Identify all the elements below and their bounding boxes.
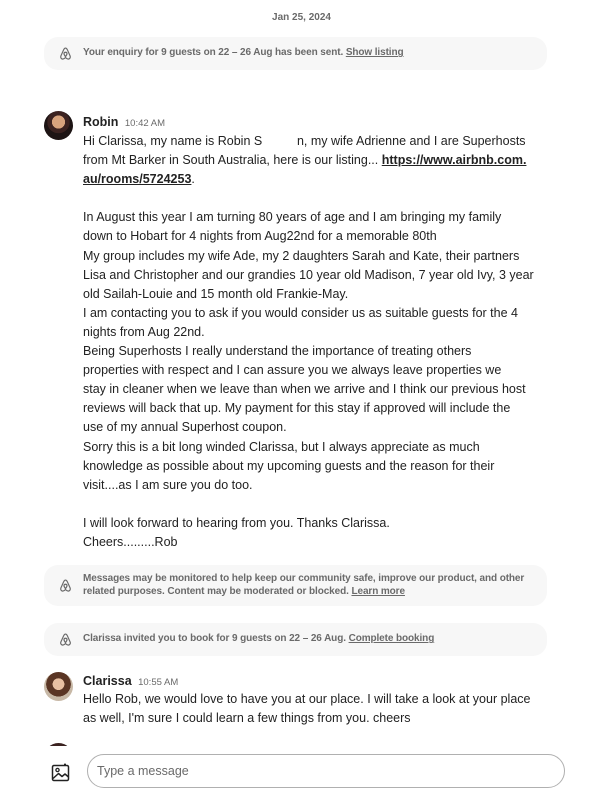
message-line: properties with respect and I can assure you we always leave properties we (83, 363, 502, 378)
message-line (83, 189, 546, 208)
message-text (83, 132, 546, 552)
enquiry-notice (44, 37, 547, 70)
message-line: reviews will back that up. My payment for this stay if approved will include the (83, 401, 511, 416)
sender-name[interactable]: Robin (83, 115, 119, 129)
airbnb-logo-icon (58, 47, 72, 61)
message-clarissa (44, 672, 603, 728)
message-line: nights from Aug 22nd. (83, 324, 205, 339)
message-line: Being Superhosts I really understand the importance of treating others (83, 344, 472, 359)
moderation-notice-line1: Messages may be monitored to help keep our community safe, improve our product, and other (83, 573, 525, 585)
sender-name[interactable]: Clarissa (83, 674, 132, 689)
message-input[interactable] (87, 754, 565, 788)
learn-more-link[interactable]: Learn more (351, 585, 405, 597)
message-line (83, 495, 546, 514)
message-robin (44, 111, 603, 552)
invite-notice-text: Clarissa invited you to book for 9 guests on 22 – 26 Aug. (83, 633, 346, 645)
message-line: use of my annual Superhost coupon. (83, 420, 287, 435)
complete-booking-link[interactable]: Complete booking (348, 633, 435, 645)
invite-notice (44, 623, 547, 656)
avatar-clarissa[interactable] (44, 672, 73, 701)
enquiry-notice-text: Your enquiry for 9 guests on 22 – 26 Aug has been sent. (83, 47, 344, 59)
message-line: I will look forward to hearing from you. Thanks Clarissa. (83, 515, 390, 530)
message-line: Sorry this is a bit long winded Clarissa, but I always appreciate as much (83, 439, 480, 454)
show-listing-link[interactable]: Show listing (345, 47, 404, 59)
moderation-notice-line2: related purposes. Content may be moderated or blocked. (83, 585, 349, 597)
message-line: Cheers.........Rob (83, 534, 178, 549)
moderation-notice (44, 565, 547, 606)
listing-url-link-cont[interactable]: au/rooms/5724253 (83, 172, 192, 187)
message-line: stay in cleaner when we leave than when we arrive and I think our previous host (83, 382, 526, 397)
listing-url-link[interactable]: https://www.airbnb.com. (381, 153, 527, 168)
message-line: au/rooms/5724253. (83, 172, 195, 187)
date-separator: Jan 25, 2024 (272, 12, 331, 23)
message-line: Lisa and Christopher and our grandies 10 year old Madison, 7 year old Ivy, 3 year (83, 267, 534, 282)
message-text (83, 690, 546, 728)
message-line: Hello Rob, we would love to have you at our place. I will take a look at your place (83, 692, 531, 707)
message-line: knowledge as possible about my upcoming guests and the reason for their (83, 458, 495, 473)
message-line: old Sailah-Louie and 15 month old Frankie-May. (83, 286, 349, 301)
message-line: Hi Clarissa, my name is Robin S n, my wife Adrienne and I are Superhosts (83, 134, 526, 148)
airbnb-logo-icon (58, 633, 72, 647)
message-line: from Mt Barker in South Australia, here is our listing... https://www.airbnb.com. (83, 153, 527, 168)
message-line: as well, I'm sure I could learn a few things from you. cheers (83, 711, 411, 726)
message-line: visit....as I am sure you do too. (83, 477, 253, 492)
message-line: In August this year I am turning 80 years of age and I am bringing my family (83, 210, 502, 225)
message-composer (0, 746, 603, 789)
airbnb-logo-icon (58, 579, 72, 593)
message-time: 10:42 AM (124, 118, 166, 129)
image-icon[interactable] (51, 763, 71, 783)
message-line: My group includes my wife Ade, my 2 daughters Sarah and Kate, their partners (83, 248, 520, 263)
message-line: I am contacting you to ask if you would consider us as suitable guests for the 4 (83, 305, 518, 320)
message-time: 10:55 AM (138, 677, 179, 689)
avatar-robin[interactable] (44, 111, 73, 140)
message-line: down to Hobart for 4 nights from Aug22nd for a memorable 80th (83, 229, 437, 244)
